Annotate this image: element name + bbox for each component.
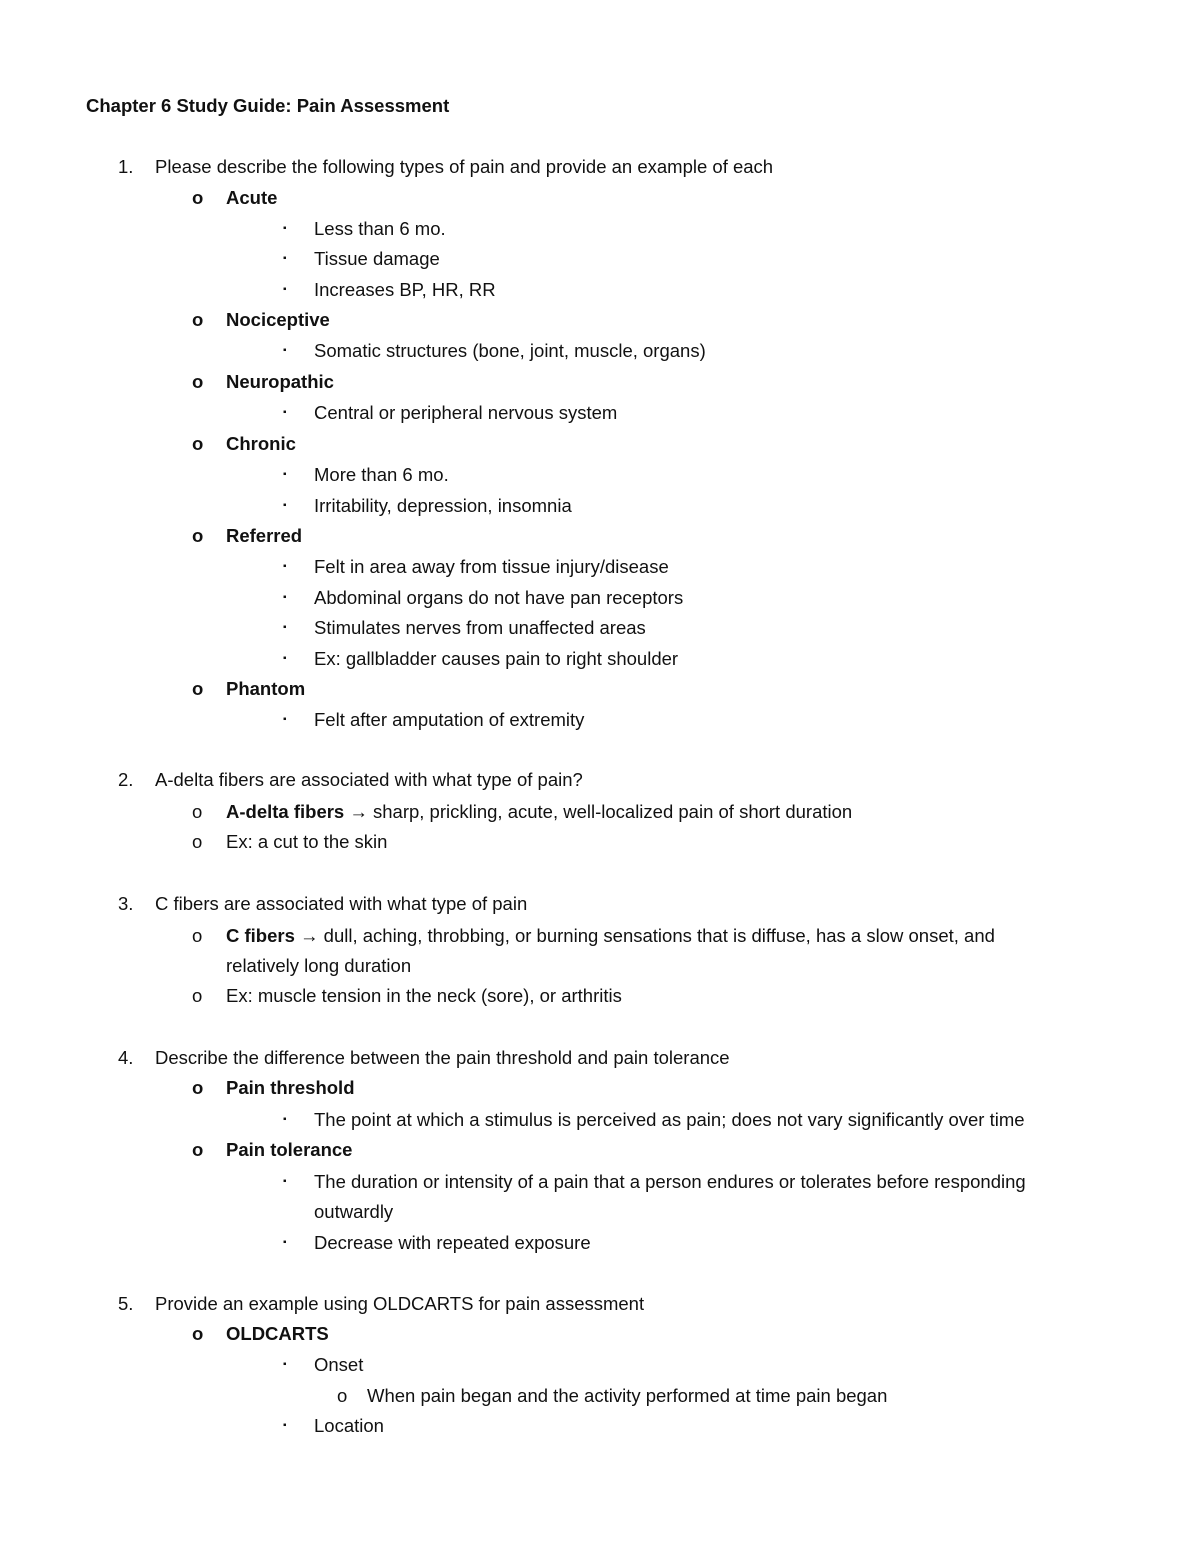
- list-item: Stimulates nerves from unaffected areas: [314, 617, 646, 638]
- bullet-o-icon: o: [192, 1323, 204, 1344]
- arrow-right-icon: →: [349, 801, 368, 822]
- bullet-o-icon: o: [192, 831, 203, 852]
- list-item: Less than 6 mo.: [314, 218, 446, 239]
- list-item: More than 6 mo.: [314, 464, 449, 485]
- square-bullet-icon: ▪: [283, 653, 287, 664]
- square-bullet-icon: ▪: [283, 407, 287, 418]
- square-bullet-icon: ▪: [283, 500, 287, 511]
- page-title: Chapter 6 Study Guide: Pain Assessment: [86, 95, 450, 116]
- list-item: Central or peripheral nervous system: [314, 402, 618, 423]
- square-bullet-icon: ▪: [283, 1176, 287, 1187]
- list-item: Irritability, depression, insomnia: [314, 495, 572, 516]
- square-bullet-icon: ▪: [283, 253, 287, 264]
- onset-detail: When pain began and the activity performed at time pain began: [367, 1385, 888, 1406]
- pain-threshold-heading: Pain threshold: [226, 1077, 355, 1098]
- q3-answer-continued: relatively long duration: [226, 955, 412, 976]
- q3-question: C fibers are associated with what type of pain: [155, 893, 528, 914]
- square-bullet-icon: ▪: [283, 469, 287, 480]
- bullet-o-icon: o: [192, 678, 204, 699]
- q1-question: Please describe the following types of pain and provide an example of each: [155, 156, 774, 177]
- referred-heading: Referred: [226, 525, 303, 546]
- square-bullet-icon: ▪: [283, 1237, 287, 1248]
- list-item: Felt in area away from tissue injury/disease: [314, 556, 669, 577]
- q2-example: Ex: a cut to the skin: [226, 831, 388, 852]
- bullet-o-icon: o: [337, 1385, 348, 1406]
- bullet-o-icon: o: [192, 1077, 204, 1098]
- neuropathic-heading: Neuropathic: [226, 371, 334, 392]
- square-bullet-icon: ▪: [283, 561, 287, 572]
- phantom-heading: Phantom: [226, 678, 306, 699]
- square-bullet-icon: ▪: [283, 1114, 287, 1125]
- q4-number: 4.: [118, 1047, 134, 1068]
- square-bullet-icon: ▪: [283, 1420, 287, 1431]
- square-bullet-icon: ▪: [283, 1359, 287, 1370]
- q3-answer: [226, 924, 995, 948]
- q5-question: Provide an example using OLDCARTS for pain assessment: [155, 1293, 645, 1314]
- location-item: Location: [314, 1415, 384, 1436]
- square-bullet-icon: ▪: [283, 223, 287, 234]
- arrow-right-icon: →: [300, 925, 319, 946]
- q1-number: 1.: [118, 156, 134, 177]
- q2-number: 2.: [118, 769, 134, 790]
- answer-text: sharp, prickling, acute, well-localized pain of short duration: [367, 801, 853, 822]
- list-item: Ex: gallbladder causes pain to right shoulder: [314, 648, 679, 669]
- square-bullet-icon: ▪: [283, 345, 287, 356]
- list-item: Felt after amputation of extremity: [314, 709, 585, 730]
- bullet-o-icon: o: [192, 525, 204, 546]
- q4-question: Describe the difference between the pain threshold and pain tolerance: [155, 1047, 730, 1068]
- answer-term: A-delta fibers: [226, 801, 345, 822]
- list-item: Somatic structures (bone, joint, muscle, organs): [314, 340, 706, 361]
- list-item: The point at which a stimulus is perceived as pain; does not vary significantly over time: [314, 1109, 1025, 1130]
- list-item: Tissue damage: [314, 248, 440, 269]
- q2-answer: [226, 800, 852, 824]
- onset-item: Onset: [314, 1354, 364, 1375]
- list-item-continued: outwardly: [314, 1201, 394, 1222]
- nociceptive-heading: Nociceptive: [226, 309, 330, 330]
- square-bullet-icon: ▪: [283, 592, 287, 603]
- list-item: The duration or intensity of a pain that a person endures or tolerates before responding: [314, 1171, 1026, 1192]
- list-item: Increases BP, HR, RR: [314, 279, 496, 300]
- bullet-o-icon: o: [192, 801, 203, 822]
- list-item: Abdominal organs do not have pan receptors: [314, 587, 684, 608]
- bullet-o-icon: o: [192, 433, 204, 454]
- bullet-o-icon: o: [192, 371, 204, 392]
- square-bullet-icon: ▪: [283, 714, 287, 725]
- square-bullet-icon: ▪: [283, 284, 287, 295]
- bullet-o-icon: o: [192, 925, 203, 946]
- list-item: Decrease with repeated exposure: [314, 1232, 591, 1253]
- bullet-o-icon: o: [192, 309, 204, 330]
- q2-question: A-delta fibers are associated with what type of pain?: [155, 769, 583, 790]
- q3-number: 3.: [118, 893, 134, 914]
- q5-number: 5.: [118, 1293, 134, 1314]
- pain-tolerance-heading: Pain tolerance: [226, 1139, 353, 1160]
- q3-example: Ex: muscle tension in the neck (sore), or arthritis: [226, 985, 622, 1006]
- bullet-o-icon: o: [192, 1139, 204, 1160]
- square-bullet-icon: ▪: [283, 622, 287, 633]
- answer-text: dull, aching, throbbing, or burning sensations that is diffuse, has a slow onset, and: [318, 925, 995, 946]
- acute-heading: Acute: [226, 187, 278, 208]
- bullet-o-icon: o: [192, 985, 203, 1006]
- chronic-heading: Chronic: [226, 433, 296, 454]
- answer-term: C fibers: [226, 925, 295, 946]
- oldcarts-heading: OLDCARTS: [226, 1323, 329, 1344]
- bullet-o-icon: o: [192, 187, 204, 208]
